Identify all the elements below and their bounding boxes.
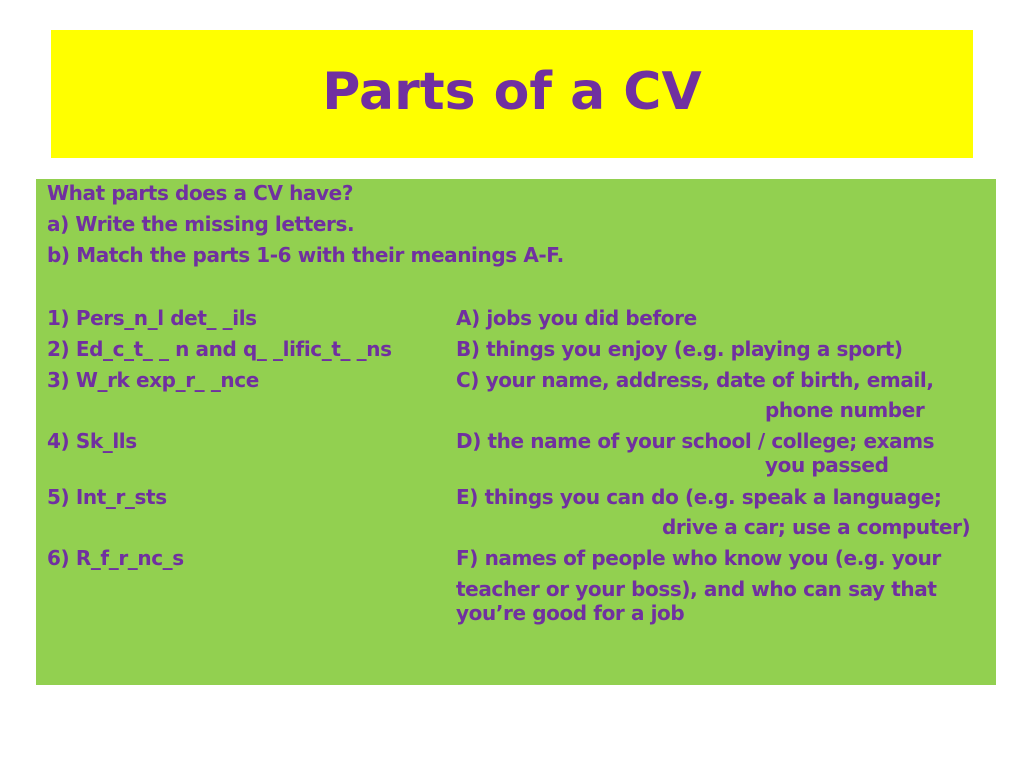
- part-5: 5) Int_r_sts: [47, 485, 167, 509]
- meaning-f: F) names of people who know you (e.g. your: [456, 546, 941, 570]
- meaning-d-continuation: you passed: [765, 453, 889, 477]
- meaning-c-continuation: phone number: [765, 398, 925, 422]
- part-4: 4) Sk_lls: [47, 429, 137, 453]
- part-2: 2) Ed_c_t_ _ n and q_ _lific_t_ _ns: [47, 337, 392, 361]
- meaning-d: D) the name of your school / college; exams: [456, 429, 935, 453]
- title-banner: [51, 30, 973, 158]
- part-3: 3) W_rk exp_r_ _nce: [47, 368, 259, 392]
- meaning-e: E) things you can do (e.g. speak a language;: [456, 485, 942, 509]
- content-panel: [36, 179, 996, 685]
- meaning-f-continuation-2: you’re good for a job: [456, 601, 685, 625]
- instruction-question: What parts does a CV have?: [47, 181, 354, 205]
- meaning-a: A) jobs you did before: [456, 306, 697, 330]
- instruction-b: b) Match the parts 1-6 with their meanings A-F.: [47, 243, 564, 267]
- slide-title: Parts of a CV: [322, 62, 702, 122]
- instruction-a: a) Write the missing letters.: [47, 212, 355, 236]
- meaning-b: B) things you enjoy (e.g. playing a sport): [456, 337, 903, 361]
- meaning-f-continuation-1: teacher or your boss), and who can say that: [456, 577, 937, 601]
- meaning-e-continuation: drive a car; use a computer): [662, 515, 971, 539]
- part-6: 6) R_f_r_nc_s: [47, 546, 184, 570]
- meaning-c: C) your name, address, date of birth, email,: [456, 368, 934, 392]
- part-1: 1) Pers_n_l det_ _ils: [47, 306, 257, 330]
